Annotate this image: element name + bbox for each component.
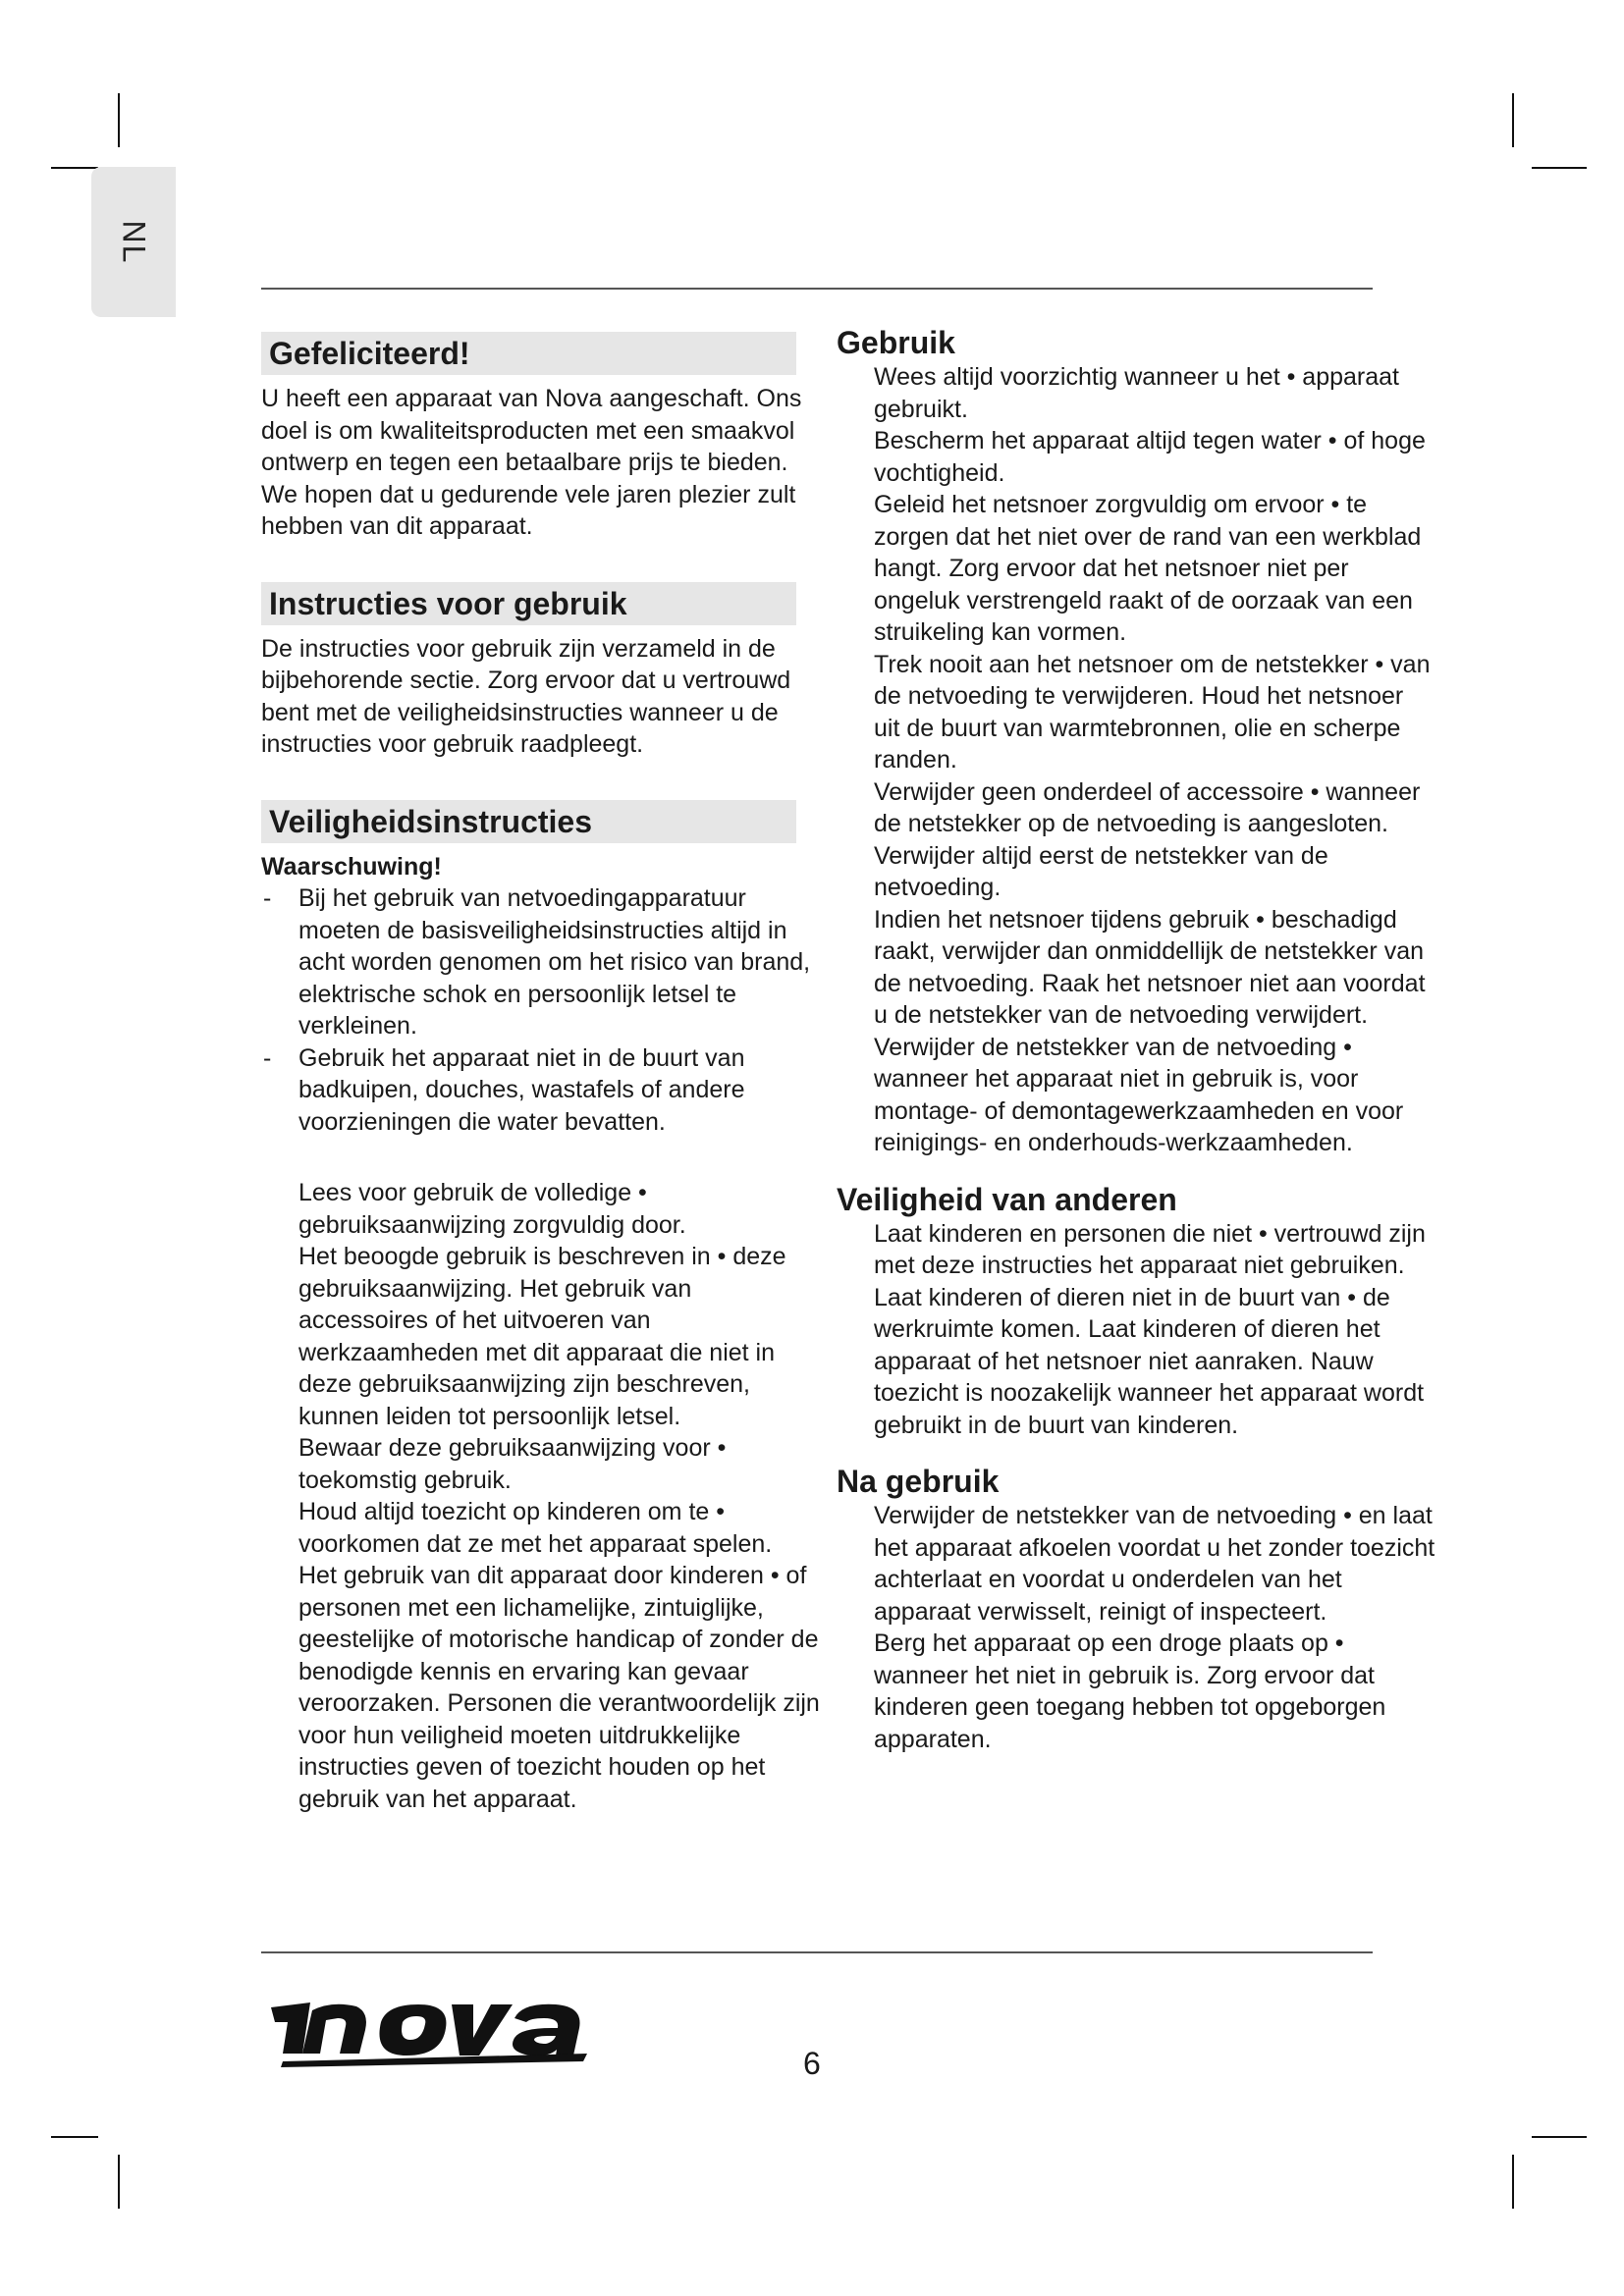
after-use-item: Verwijder de netstekker van de netvoeding • en laat het apparaat afkoelen voordat u het zonder toezicht achterlaat en voordat u onderdelen van het apparaat verwisselt, reinigt of inspecteert. [874,1502,1435,1626]
safety-bullet: Houd altijd toezicht op kinderen om te • voorkomen dat ze met het apparaat spelen. [298,1498,773,1558]
section-heading-instructions: Instructies voor gebruik [261,582,796,625]
congratulations-text: U heeft een apparaat van Nova aangeschaft. Ons doel is om kwaliteitsproducten met een smaakvol ontwerp en tegen een betaalbare prijs te bieden. We hopen dat u gedurende vele jaren plezier zult hebben van dit apparaat. [261,385,802,540]
dash-item: - Gebruik het apparaat niet in de buurt van badkuipen, douches, wastafels of andere voorzieningen die water bevatten. [261,1042,821,1139]
language-tab-label: NL [116,220,152,264]
bottom-rule [261,1951,1373,1953]
safety-bullet: Het gebruik van dit apparaat door kinderen • of personen met een lichamelijke, zintuiglijke, geestelijke of motorische handicap of zonder de benodigde kennis en ervaring kan gevaar veroorzaken. Personen die verantwoordelijk zijn voor hun veiligheid moeten uitdrukkelijke instructies geven of toezicht houden op het gebruik van het apparaat. [298,1562,820,1813]
top-rule [261,288,1373,290]
dash-item: - Bij het gebruik van netvoedingapparatuur moeten de basisveiligheidsinstructies altijd in acht worden genomen om het risico van brand, elektrische schok en persoonlijk letsel te verkleinen. [261,882,821,1042]
crop-mark [1512,2155,1514,2209]
safety-bullet: Bewaar deze gebruiksaanwijzing voor • toekomstig gebruik. [298,1434,727,1494]
section-heading-congratulations: Gefeliciteerd! [261,332,796,375]
use-item: Bescherm het apparaat altijd tegen water • of hoge vochtigheid. [874,427,1426,487]
crop-mark [1532,2136,1587,2138]
instructions-text: De instructies voor gebruik zijn verzameld in de bijbehorende sectie. Zorg ervoor dat u vertrouwd bent met de veiligheidsinstructies wanneer u de instructies voor gebruik raadpleegt. [261,634,791,758]
right-column [837,324,1435,1755]
crop-mark [51,167,98,169]
left-column [261,332,821,1815]
crop-mark [51,2136,98,2138]
others-item: Laat kinderen of dieren niet in de buurt van • de werkruimte komen. Laat kinderen of dieren het apparaat of het netsnoer niet aanraken. Nauw toezicht is noozakelijk wanneer het apparaat wordt gebruikt in de buurt van kinderen. [874,1283,1425,1439]
section-heading-safety: Veiligheidsinstructies [261,800,796,843]
after-use-item: Berg het apparaat op een droge plaats op • wanneer het niet in gebruik is. Zorg ervoor dat kinderen geen toegang hebben tot opgeborgen apparaten. [874,1629,1386,1753]
crop-mark [1532,167,1587,169]
section-heading-after-use: Na gebruik [837,1464,1000,1499]
crop-mark [118,93,120,147]
use-item: Verwijder geen onderdeel of accessoire • wanneer de netstekker op de netvoeding is aangesloten. Verwijder altijd eerst de netstekker van de netvoeding. [874,777,1421,901]
page-number: 6 [803,2046,821,2081]
section-heading-others-safety: Veiligheid van anderen [837,1181,1177,1217]
others-item: Laat kinderen en personen die niet • vertrouwd zijn met deze instructies het apparaat niet gebruiken. [874,1219,1426,1279]
safety-bullet: Het beoogde gebruik is beschreven in • deze gebruiksaanwijzing. Het gebruik van accessoires of het uitvoeren van werkzaamheden met dit apparaat die niet in deze gebruiksaanwijzing zijn beschreven, kunnen leiden tot persoonlijk letsel. [298,1243,786,1430]
language-tab [91,167,176,317]
use-item: Indien het netsnoer tijdens gebruik • beschadigd raakt, verwijder dan onmiddellijk de netstekker van de netvoeding. Raak het netsnoer niet aan voordat u de netstekker van de netvoeding verwijdert. [874,905,1426,1029]
section-heading-use: Gebruik [837,325,955,360]
use-item: Wees altijd voorzichtig wanneer u het • apparaat gebruikt. [874,363,1399,423]
use-item: Trek nooit aan het netsnoer om de netstekker • van de netvoeding te verwijderen. Houd het netsnoer uit de buurt van warmtebronnen, olie en scherpe randen. [874,650,1431,774]
safety-bullet: Lees voor gebruik de volledige • gebruiksaanwijzing zorgvuldig door. [298,1179,686,1239]
warning-title: Waarschuwing! [261,852,442,881]
use-item: Verwijder de netstekker van de netvoeding • wanneer het apparaat niet in gebruik is, voor montage- of demontagewerkzaamheden en voor reinigings- en onderhouds-werkzaamheden. [874,1033,1404,1156]
nova-logo [263,1983,592,2071]
crop-mark [1512,93,1514,147]
crop-mark [118,2155,120,2209]
use-item: Geleid het netsnoer zorgvuldig om ervoor • te zorgen dat het niet over de rand van een werkblad hangt. Zorg ervoor dat het netsnoer niet per ongeluk verstrengeld raakt of de oorzaak van een struikeling kan vormen. [874,491,1422,646]
